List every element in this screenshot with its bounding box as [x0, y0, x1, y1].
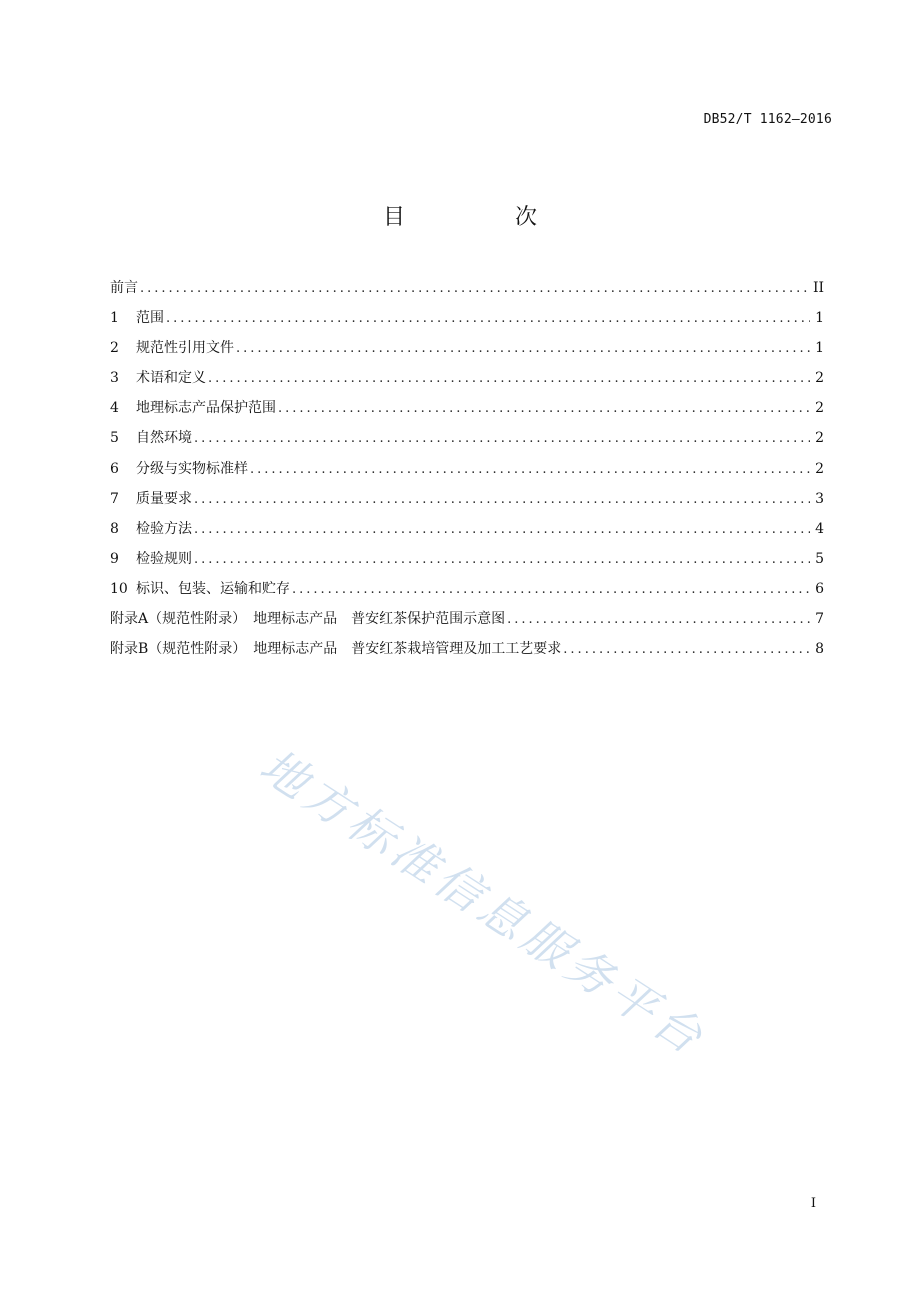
toc-page-number: 4 [815, 520, 824, 537]
toc-page-number: 3 [815, 490, 824, 507]
toc-label: 分级与实物标准样 [136, 460, 248, 477]
toc-label: 术语和定义 [136, 370, 206, 387]
toc-label: 质量要求 [136, 490, 192, 507]
toc-row-8[interactable] [110, 517, 824, 547]
toc-leader-dots [292, 578, 810, 602]
toc-row-4[interactable] [110, 396, 824, 426]
toc-leader-dots [563, 638, 810, 662]
toc-leader-dots [194, 548, 810, 572]
toc-page-number: 2 [815, 370, 824, 387]
toc-row-10[interactable] [110, 577, 824, 607]
toc-row-annex-a[interactable] [110, 607, 824, 637]
toc-leader-dots [250, 458, 810, 482]
toc-label: 前言 [110, 280, 138, 296]
toc-leader-dots [140, 277, 809, 301]
toc-leader-dots [208, 367, 810, 391]
toc-row-7[interactable] [110, 487, 824, 517]
toc-number: 2 [110, 340, 119, 357]
footer-page-number: I [810, 1196, 816, 1211]
toc-label: 范围 [136, 310, 164, 327]
toc-page-number: 1 [815, 340, 824, 357]
toc-leader-dots [194, 518, 810, 542]
toc-page-number: 7 [815, 611, 824, 628]
toc-label: 规范性引用文件 [136, 340, 234, 357]
toc-page-number: 2 [815, 460, 824, 477]
toc-label: 附录A（规范性附录） 地理标志产品 普安红茶保护范围示意图 [110, 611, 506, 628]
toc-row-2[interactable] [110, 336, 824, 366]
toc-row-6[interactable] [110, 457, 824, 487]
toc-number: 4 [110, 400, 119, 417]
toc-number: 10 [110, 580, 128, 597]
toc-page-number: II [812, 280, 824, 296]
toc-number: 1 [110, 310, 119, 327]
toc-page-number: 2 [815, 400, 824, 417]
toc-page-number: 1 [815, 310, 824, 327]
toc-page-number: 6 [815, 580, 824, 597]
toc-label: 自然环境 [136, 430, 192, 447]
toc-leader-dots [278, 397, 810, 421]
toc-row-1[interactable] [110, 306, 824, 336]
toc-row-9[interactable] [110, 547, 824, 577]
toc-number: 3 [110, 370, 119, 387]
toc-leader-dots [236, 337, 810, 361]
toc-number: 6 [110, 460, 119, 477]
toc-page-number: 2 [815, 430, 824, 447]
toc-label: 标识、包装、运输和贮存 [136, 580, 290, 597]
toc-leader-dots [166, 307, 810, 331]
toc-label: 地理标志产品保护范围 [136, 400, 276, 417]
toc-label: 检验方法 [136, 520, 192, 537]
toc-leader-dots [194, 488, 810, 512]
toc-label: 附录B（规范性附录） 地理标志产品 普安红茶栽培管理及加工工艺要求 [110, 641, 562, 658]
toc-number: 7 [110, 490, 119, 507]
toc-leader-dots [507, 608, 810, 632]
table-of-contents [110, 276, 824, 667]
toc-row-5[interactable] [110, 426, 824, 456]
toc-number: 8 [110, 520, 119, 537]
toc-number: 9 [110, 550, 119, 567]
toc-number: 5 [110, 430, 119, 447]
toc-label: 检验规则 [136, 550, 192, 567]
toc-row-foreword[interactable] [110, 276, 824, 306]
toc-row-annex-b[interactable] [110, 637, 824, 667]
toc-leader-dots [194, 427, 810, 451]
toc-row-3[interactable] [110, 366, 824, 396]
toc-page-number: 8 [815, 641, 824, 658]
watermark: 地方标准信息服务平台 [250, 738, 717, 1067]
standard-code: DB52/T 1162—2016 [703, 112, 832, 127]
page-title: 目 次 [382, 205, 581, 230]
toc-page-number: 5 [815, 550, 824, 567]
